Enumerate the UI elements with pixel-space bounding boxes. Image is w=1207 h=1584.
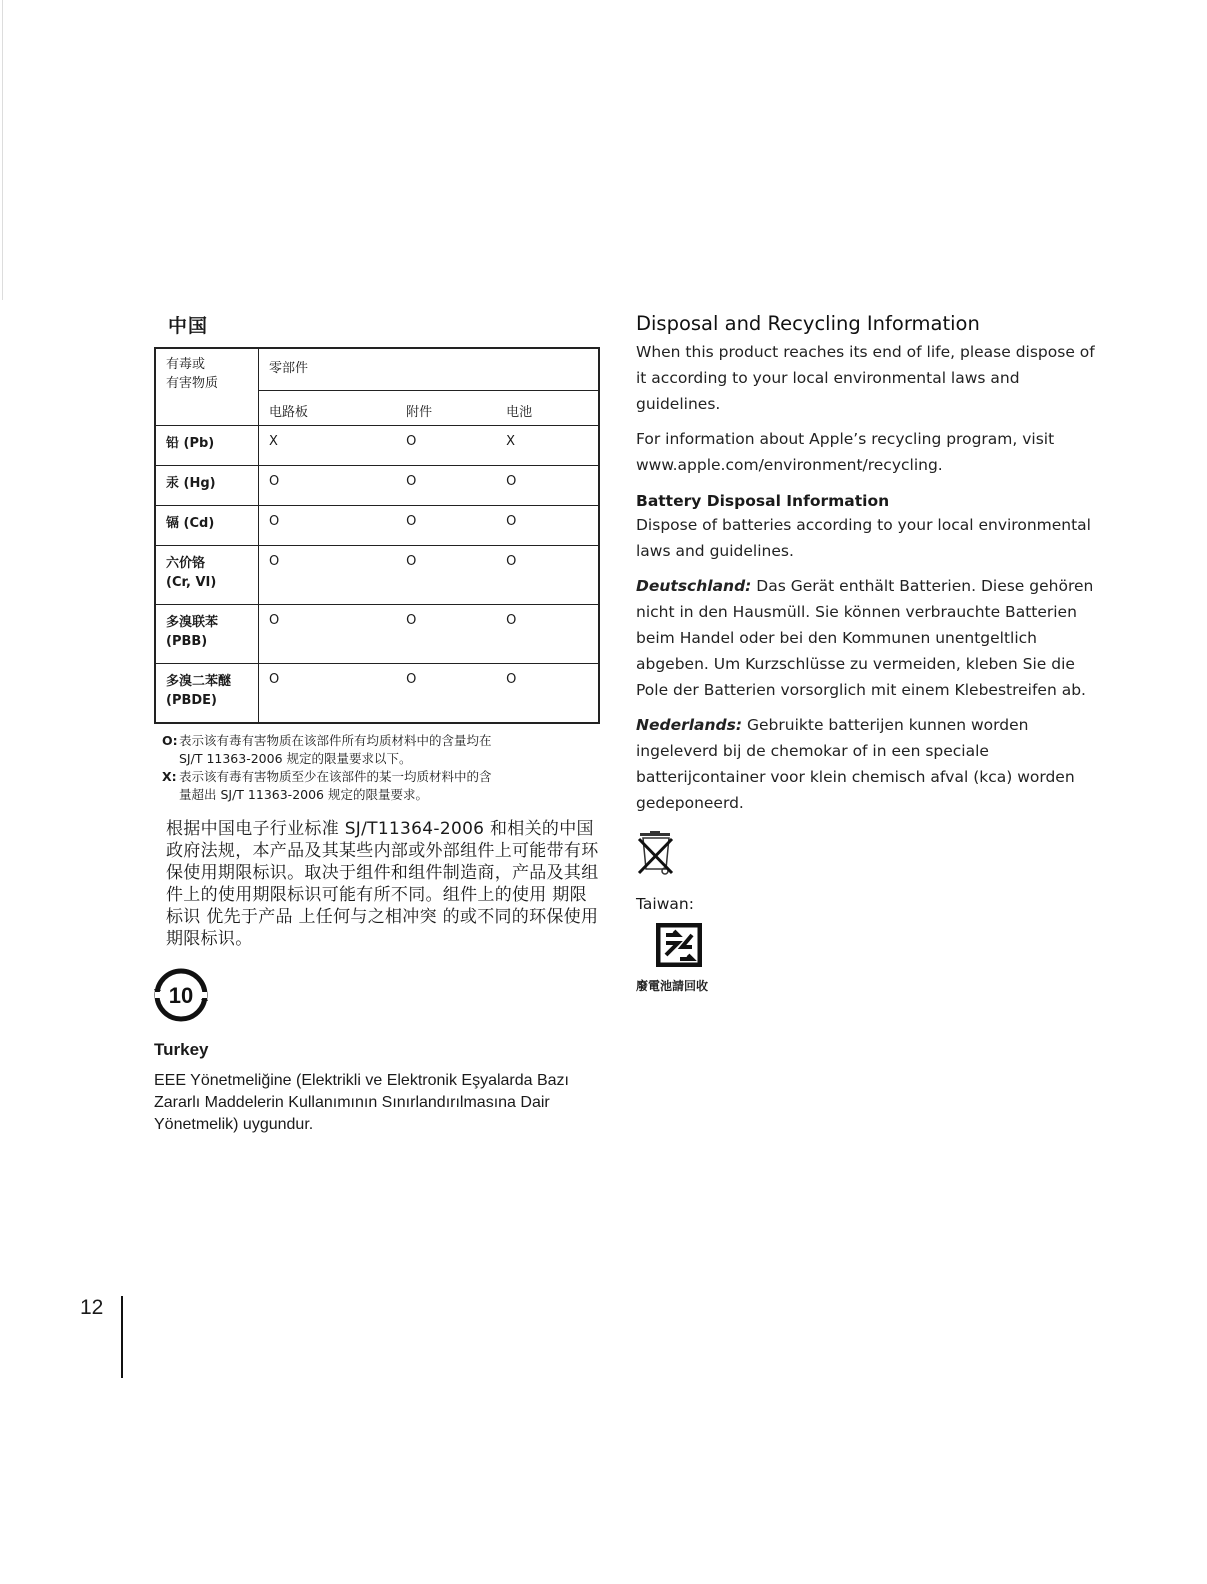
hazardous-substances-table bbox=[154, 347, 600, 724]
table-cell: O bbox=[259, 664, 397, 724]
substance-name: 汞 (Hg) bbox=[155, 466, 259, 506]
table-cell: O bbox=[396, 605, 496, 664]
substance-name: 镉 (Cd) bbox=[155, 506, 259, 546]
page-number-rule bbox=[121, 1296, 123, 1378]
table-row bbox=[155, 546, 599, 605]
substance-name: 六价铬 (Cr, VI) bbox=[155, 546, 259, 605]
table-cell: O bbox=[396, 506, 496, 546]
table-cell: O bbox=[496, 466, 599, 506]
note-o: O: 表示该有毒有害物质在该部件所有均质材料中的含量均在 SJ/T 11363-2006 规定的限量要求以下。 bbox=[162, 733, 492, 766]
table-notes bbox=[154, 732, 600, 804]
disposal-paragraph-2: For information about Apple’s recycling program, visit www.apple.com/environment/recycling. bbox=[636, 430, 1055, 474]
disposal-title: Disposal and Recycling Information bbox=[636, 312, 980, 335]
eco-use-period-icon bbox=[154, 968, 208, 1022]
column-header: 附件 bbox=[406, 404, 433, 420]
turkey-heading: Turkey bbox=[154, 1040, 209, 1059]
hazard-header: 有毒或 有害物质 bbox=[155, 348, 259, 426]
taiwan-recycle-icon bbox=[656, 923, 702, 967]
table-cell: O bbox=[396, 466, 496, 506]
page-number: 12 bbox=[80, 1296, 104, 1319]
china-paragraph: 根据中国电子行业标准 SJ/T11364-2006 和相关的中国政府法规，本产品及其某些内部或外部组件上可能带有环保使用期限标识。取决于组件和组件制造商，产品及其组件上的使用期限标识可能有所不同。组件上的使用 期限标识 优先于产品 上任何与之相冲突 的或不同的环保使用期限标识。 bbox=[166, 819, 599, 949]
table-cell: O bbox=[396, 426, 496, 466]
table-cell: O bbox=[259, 546, 397, 605]
battery-text: Dispose of batteries according to your local environmental laws and guidelines. bbox=[636, 516, 1091, 560]
table-row bbox=[155, 426, 599, 466]
nederlands-text: Nederlands: Gebruikte batterijen kunnen worden ingeleverd bij de chemokar of in een speciale batterijcontainer voor klein chemisch afval (kca) worden gedeponeerd. bbox=[636, 716, 1075, 812]
table-cell: O bbox=[396, 546, 496, 605]
crossed-bin-icon bbox=[636, 831, 676, 879]
substance-name: 多溴联苯 (PBB) bbox=[155, 605, 259, 664]
table-cell: O bbox=[496, 605, 599, 664]
taiwan-recycle-text: 廢電池請回收 bbox=[636, 979, 709, 993]
turkey-text: EEE Yönetmeliğine (Elektrikli ve Elektronik Eşyalarda Bazı Zararlı Maddelerin Kullanımının Sınırlandırılmasına Dair Yönetmelik) uygundur. bbox=[154, 1072, 569, 1133]
column-header: 电池 bbox=[506, 404, 533, 420]
table-cell: X bbox=[496, 426, 599, 466]
column-header: 电路板 bbox=[269, 404, 309, 420]
table-row bbox=[155, 605, 599, 664]
table-cell: O bbox=[259, 506, 397, 546]
substance-name: 多溴二苯醚 (PBDE) bbox=[155, 664, 259, 724]
page-edge-shadow bbox=[2, 0, 3, 300]
table-row bbox=[155, 664, 599, 724]
left-column bbox=[154, 305, 600, 1136]
table-cell: O bbox=[496, 664, 599, 724]
table-cell: X bbox=[259, 426, 397, 466]
china-heading: 中国 bbox=[168, 315, 209, 337]
table-row bbox=[155, 466, 599, 506]
substance-name: 铅 (Pb) bbox=[155, 426, 259, 466]
battery-heading: Battery Disposal Information bbox=[636, 492, 890, 510]
deutschland-text: Deutschland: Das Gerät enthält Batterien. Diese gehören nicht in den Hausmüll. Sie können verbrauchte Batterien beim Handel oder bei den Kommunen unentgeltlich abgeben. Um Kurzschlüsse zu vermeiden, kleben Sie die Pole der Batterien vorsorglich mit einem Klebestreifen ab. bbox=[636, 577, 1094, 699]
svg-text:10: 10 bbox=[168, 983, 194, 1008]
table-cell: O bbox=[259, 605, 397, 664]
table-row bbox=[155, 506, 599, 546]
taiwan-label: Taiwan: bbox=[636, 895, 694, 913]
note-x: X: 表示该有毒有害物质至少在该部件的某一均质材料中的含 量超出 SJ/T 11363-2006 规定的限量要求。 bbox=[162, 769, 492, 802]
table-cell: O bbox=[496, 546, 599, 605]
disposal-paragraph-1: When this product reaches its end of life, please dispose of it according to your local environmental laws and guidelines. bbox=[636, 343, 1095, 413]
table-cell: O bbox=[396, 664, 496, 724]
right-column bbox=[636, 305, 1096, 994]
table-cell: O bbox=[259, 466, 397, 506]
parts-header: 零部件 bbox=[259, 348, 600, 391]
table-cell: O bbox=[496, 506, 599, 546]
